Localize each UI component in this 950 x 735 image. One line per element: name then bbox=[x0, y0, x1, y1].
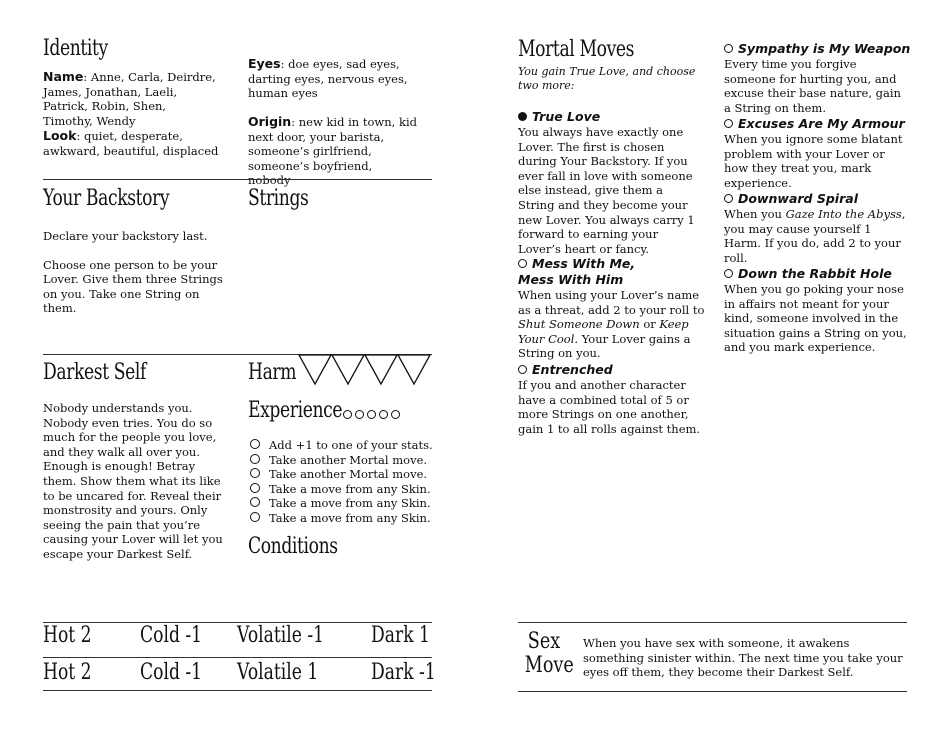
move-entrenched bbox=[518, 362, 706, 436]
look-options: : quiet, desperate, awkward, beautiful, displaced bbox=[43, 129, 219, 158]
advances-list bbox=[250, 438, 433, 525]
harm-title: Harm bbox=[248, 360, 297, 385]
advance-checkbox[interactable] bbox=[250, 483, 260, 493]
identity-title: Identity bbox=[43, 36, 108, 61]
harm-box[interactable] bbox=[365, 355, 397, 384]
advance-checkbox[interactable] bbox=[250, 468, 260, 478]
move-checkbox[interactable] bbox=[724, 269, 733, 278]
move-ref-gaze-abyss: Gaze Into the Abyss bbox=[785, 207, 902, 221]
move-text bbox=[724, 207, 910, 265]
move-title: Sympathy is My Weapon bbox=[738, 41, 911, 56]
move-ref-keep-cool: Keep Your Cool bbox=[518, 317, 689, 346]
harm-box[interactable] bbox=[332, 355, 364, 384]
stat-line-1-cold[interactable]: Cold -1 bbox=[140, 623, 203, 648]
mortal-moves-title: Mortal Moves bbox=[518, 37, 635, 62]
harm-box[interactable] bbox=[398, 355, 430, 384]
name-options: : Anne, Carla, Deirdre, James, Jonathan, Laeli, Patrick, Robin, Shen, Timothy, Wendy bbox=[43, 70, 216, 128]
advance-label: Add +1 to one of your stats. bbox=[269, 438, 433, 452]
advance-label: Take a move from any Skin. bbox=[269, 496, 431, 510]
divider bbox=[518, 691, 907, 692]
move-excuses bbox=[724, 116, 910, 190]
stat-line-2-dark[interactable]: Dark -1 bbox=[371, 660, 436, 685]
advance-checkbox[interactable] bbox=[250, 512, 260, 522]
stat-line-1-dark[interactable]: Dark 1 bbox=[371, 623, 430, 648]
harm-box[interactable] bbox=[299, 355, 331, 384]
move-text-1: When using your Lover’s name as a threat, add 2 to your roll to bbox=[518, 288, 705, 317]
advance-checkbox[interactable] bbox=[250, 454, 260, 464]
move-checkbox[interactable] bbox=[724, 119, 733, 128]
advance-item[interactable] bbox=[250, 467, 433, 482]
divider bbox=[43, 657, 432, 658]
stat-line-1-hot[interactable]: Hot 2 bbox=[43, 623, 92, 648]
look-block bbox=[43, 129, 223, 158]
move-downward-spiral bbox=[724, 191, 910, 265]
move-sympathy bbox=[724, 41, 910, 115]
move-filled-marker[interactable] bbox=[518, 112, 527, 121]
look-label: Look bbox=[43, 128, 77, 143]
move-text-1: When you bbox=[724, 207, 786, 221]
eyes-options: : doe eyes, sad eyes, darting eyes, nervous eyes, human eyes bbox=[248, 57, 408, 101]
move-checkbox[interactable] bbox=[724, 44, 733, 53]
name-block bbox=[43, 70, 218, 128]
sex-move-title-2: Move bbox=[524, 653, 574, 678]
darkest-self-text: Nobody understands you. Nobody even tries. You do so much for the people you love, and they walk all over you. Enough is enough! Betray them. Show them what its like to be uncared for. Reveal their monstrosity and yours. Only seeing the pain that you’re causing your Lover will let you escape your Darkest Self. bbox=[43, 401, 223, 561]
move-ref-shut-down: Shut Someone Down bbox=[518, 317, 640, 332]
darkest-self-title: Darkest Self bbox=[43, 360, 146, 385]
advance-item[interactable] bbox=[250, 438, 433, 453]
advance-item[interactable] bbox=[250, 453, 433, 468]
stat-line-2-hot[interactable]: Hot 2 bbox=[43, 660, 92, 685]
move-text: You always have exactly one Lover. The first is chosen during Your Backstory. If you ever fall in love with someone else instead, give them a String and they become your new Lover. You always carry 1 forward to earning your Lover’s heart or fancy. bbox=[518, 125, 695, 256]
move-text-2: or bbox=[639, 317, 660, 332]
experience-box[interactable] bbox=[391, 410, 400, 419]
move-title: Excuses Are My Armour bbox=[738, 116, 905, 131]
move-title: Downward Spiral bbox=[738, 191, 858, 206]
advance-item[interactable] bbox=[250, 482, 433, 497]
advance-item[interactable] bbox=[250, 496, 433, 511]
experience-track bbox=[340, 406, 400, 425]
origin-label: Origin bbox=[248, 114, 292, 129]
move-text: When you ignore some blatant problem with your Lover or how they treat you, mark experience. bbox=[724, 132, 903, 190]
advance-checkbox[interactable] bbox=[250, 439, 260, 449]
move-title-2: Mess With Him bbox=[518, 272, 624, 287]
strings-title: Strings bbox=[248, 186, 309, 211]
stat-line-2-cold[interactable]: Cold -1 bbox=[140, 660, 203, 685]
backstory-text bbox=[43, 229, 228, 316]
move-title-1: Mess With Me, bbox=[532, 256, 636, 271]
conditions-title: Conditions bbox=[248, 534, 338, 559]
experience-title: Experience bbox=[248, 398, 343, 423]
move-title: Down the Rabbit Hole bbox=[738, 266, 892, 281]
sex-move-text: When you have sex with someone, it awakens something sinister within. The next time you take your eyes off them, they become their Darkest Self. bbox=[583, 636, 903, 680]
advance-checkbox[interactable] bbox=[250, 497, 260, 507]
advance-label: Take another Mortal move. bbox=[269, 467, 428, 481]
move-rabbit-hole bbox=[724, 266, 910, 355]
mortal-moves-subtitle: You gain True Love, and choose two more: bbox=[518, 65, 696, 92]
move-mess-with-me bbox=[518, 256, 706, 361]
backstory-p2: Choose one person to be your Lover. Give them three Strings on you. Take one String on them. bbox=[43, 257, 223, 316]
divider bbox=[518, 622, 907, 623]
advance-item[interactable] bbox=[250, 511, 433, 526]
origin-options: : new kid in town, kid next door, your barista, someone’s girlfriend, someone’s boyfriend, nobody bbox=[248, 115, 417, 188]
stat-line-2-volatile[interactable]: Volatile 1 bbox=[237, 660, 319, 685]
advance-label: Take a move from any Skin. bbox=[269, 481, 431, 496]
move-title: Entrenched bbox=[532, 362, 613, 377]
sex-move-title-1: Sex bbox=[527, 629, 561, 654]
origin-block bbox=[248, 115, 418, 188]
move-checkbox[interactable] bbox=[518, 259, 527, 268]
experience-box[interactable] bbox=[367, 410, 376, 419]
backstory-title: Your Backstory bbox=[43, 186, 170, 211]
move-text: When you go poking your nose in affairs not meant for your kind, someone involved in the situation gains a String on you, and you mark experience. bbox=[724, 282, 907, 355]
move-text-2: , you may cause yourself 1 Harm. If you do, add 2 to your roll. bbox=[724, 207, 906, 265]
move-text-3: . Your Lover gains a String on you. bbox=[518, 331, 691, 361]
move-text: If you and another character have a combined total of 5 or more Strings on one another, gain 1 to all rolls against them. bbox=[518, 378, 701, 436]
eyes-block bbox=[248, 57, 408, 101]
harm-track[interactable] bbox=[298, 354, 432, 386]
move-checkbox[interactable] bbox=[518, 365, 527, 374]
advance-label: Take a move from any Skin. bbox=[269, 510, 431, 525]
divider bbox=[43, 690, 432, 691]
eyes-label: Eyes bbox=[248, 56, 281, 71]
move-title: True Love bbox=[532, 109, 601, 124]
move-checkbox[interactable] bbox=[724, 194, 733, 203]
name-label: Name bbox=[43, 69, 84, 84]
backstory-p1: Declare your backstory last. bbox=[43, 229, 208, 243]
sex-move-title bbox=[520, 629, 574, 678]
divider bbox=[43, 179, 432, 180]
experience-box[interactable] bbox=[343, 410, 352, 419]
experience-box[interactable] bbox=[355, 410, 364, 419]
move-text bbox=[518, 288, 706, 361]
advance-label: Take another Mortal move. bbox=[269, 452, 428, 467]
stat-line-1-volatile[interactable]: Volatile -1 bbox=[237, 623, 325, 648]
move-text: Every time you forgive someone for hurting you, and excuse their base nature, gain a String on them. bbox=[724, 57, 901, 115]
move-true-love bbox=[518, 109, 703, 256]
experience-box[interactable] bbox=[379, 410, 388, 419]
